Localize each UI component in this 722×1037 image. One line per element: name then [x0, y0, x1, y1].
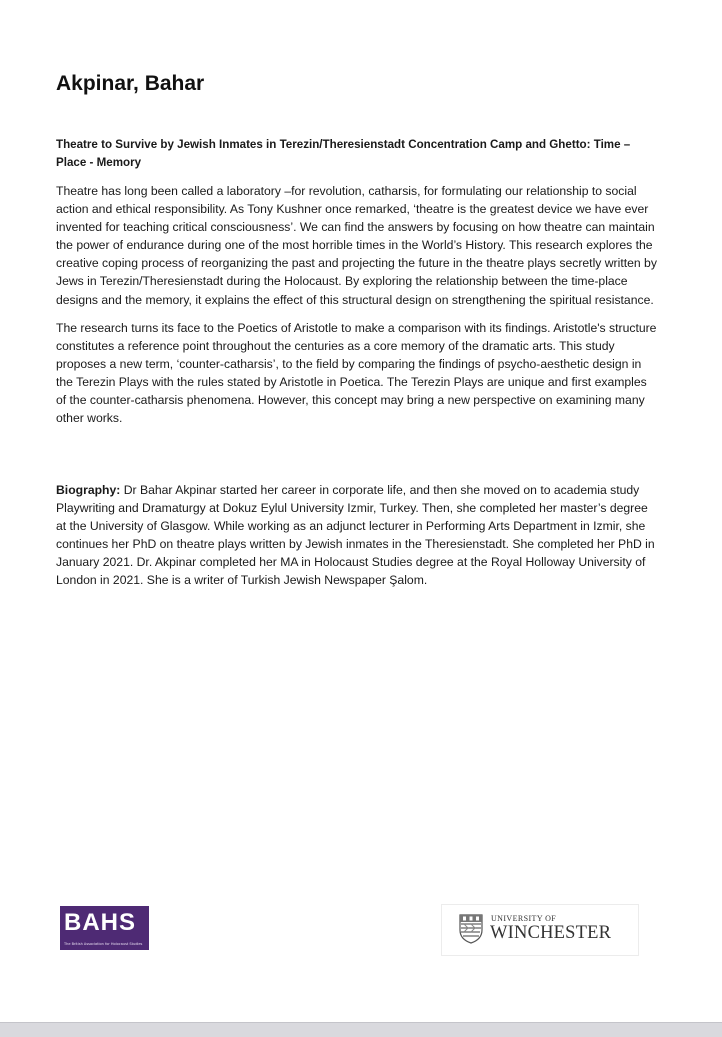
abstract-paragraph-1: Theatre has long been called a laboratory –for revolution, catharsis, for formulating our relationship to social action and ethical responsibility. As Tony Kushner once remarked, ‘theatre is the greatest device we have ever invented for teaching critical consciousness’. We can find the answers by focusing on how theatre can maintain the power of endurance during one of the most horrible times in the World’s History. This research explores the creative coping process of reorganizing the past and projecting the future in the theatre plays secretly written by Jews in Terezin/Theresienstadt during the Holocaust. By exploring the relationship between the time-place designs and the memory, it explains the effect of this structural design on strengthening the spiritual resistance. [56, 184, 657, 307]
abstract-section [56, 136, 660, 437]
winchester-small-text: UNIVERSITY OF [491, 914, 557, 923]
biography-paragraph [56, 481, 660, 590]
bahs-logo-subtitle: The British Association for Holocaust Studies [64, 942, 143, 946]
bahs-logo-text: BAHS [64, 909, 137, 936]
talk-title: Theatre to Survive by Jewish Inmates in Terezin/Theresienstadt Concentration Camp and Ghetto: Time – Place - Memory [56, 138, 631, 169]
bahs-logo [60, 906, 149, 950]
crest-icon [459, 914, 483, 944]
biography-label: Biography: [56, 483, 121, 497]
winchester-logo [441, 904, 639, 956]
winchester-big-text: WINCHESTER [490, 923, 612, 943]
author-name: Akpinar, Bahar [56, 72, 205, 95]
abstract-paragraph-2: The research turns its face to the Poetics of Aristotle to make a comparison with its findings. Aristotle's structure constitutes a reference point throughout the centuries as a core memory of the dramatic arts. This study proposes a new term, ‘counter-catharsis’, to the field by comparing the findings of psycho-aesthetic design in the Terezin Plays with the rules stated by Aristotle in Poetica. The Terezin Plays are unique and first examples of the counter-catharsis phenomena. However, this concept may bring a new perspective on examining many other works. [56, 320, 657, 426]
bottom-border-strip [0, 1022, 722, 1037]
biography-text: Dr Bahar Akpinar started her career in corporate life, and then she moved on to academia study Playwriting and Dramaturgy at Dokuz Eylul University Izmir, Turkey. Then, she completed her master’s degree at the University of Glasgow. While working as an adjunct lecturer in Performing Arts Department in Izmir, she continues her PhD on theatre plays written by Jewish inmates in the Theresienstadt. She completed her PhD in January 2021. Dr. Akpinar completed her MA in Holocaust Studies degree at the Royal Holloway University of London in 2021. She is a writer of Turkish Jewish Newspaper Şalom. [56, 483, 655, 588]
